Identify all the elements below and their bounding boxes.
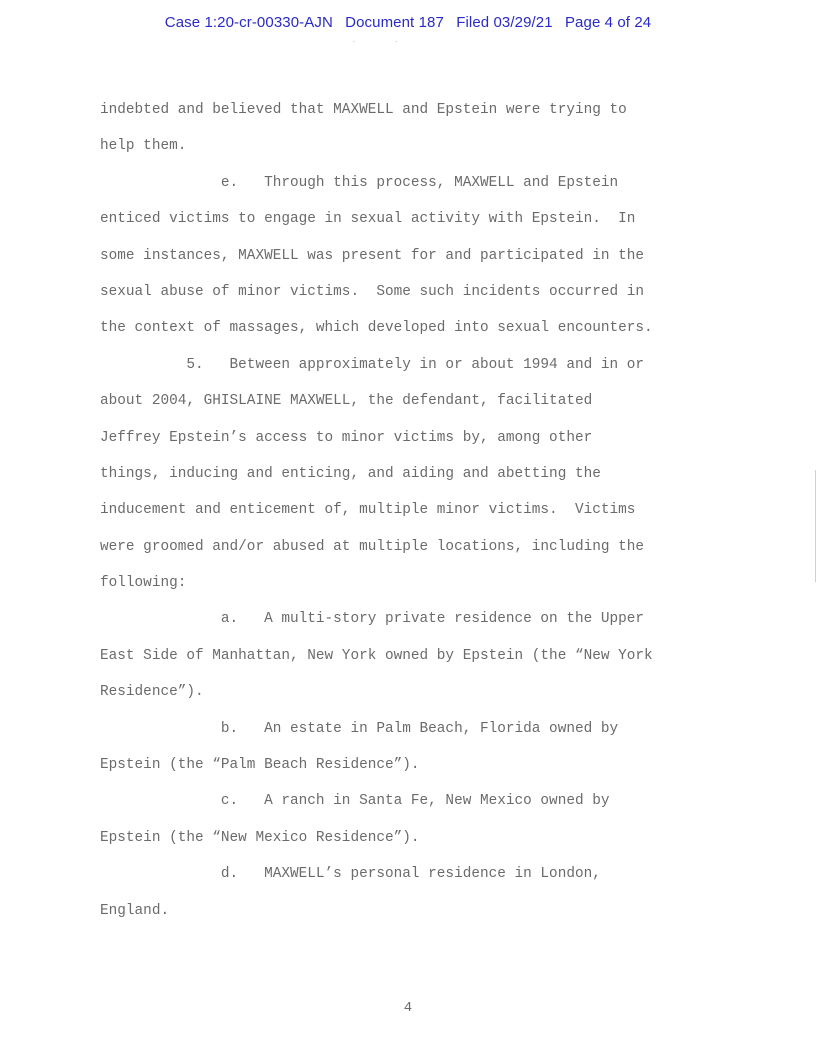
filed-date: Filed 03/29/21 [456, 14, 553, 31]
text-line: the context of massages, which developed into sexual encounters. [100, 320, 653, 337]
document-body [100, 92, 740, 929]
text-line: England. [100, 902, 170, 919]
page-count: Page 4 of 24 [564, 14, 652, 31]
text-line: Epstein (the “New Mexico Residence”). [100, 829, 420, 846]
text-line: following: [100, 575, 187, 592]
scan-specks: · · [352, 38, 399, 46]
text-line: d. MAXWELL’s personal residence in London, [100, 866, 601, 883]
text-line: indebted and believed that MAXWELL and Epstein were trying to [100, 102, 627, 118]
text-line: inducement and enticement of, multiple minor victims. Victims [100, 502, 636, 519]
court-filing-header [0, 14, 816, 31]
text-line: 5. Between approximately in or about 1994 and in or [100, 356, 645, 373]
text-line: things, inducing and enticing, and aiding and abetting the [100, 465, 601, 482]
text-line: sexual abuse of minor victims. Some such incidents occurred in [100, 283, 645, 300]
text-line: Jeffrey Epstein’s access to minor victims by, among other [100, 429, 593, 446]
text-line: b. An estate in Palm Beach, Florida owned by [100, 720, 619, 737]
text-line: some instances, MAXWELL was present for and participated in the [100, 247, 645, 264]
text-line: help them. [100, 138, 187, 155]
text-line: East Side of Manhattan, New York owned by Epstein (the “New York [100, 647, 653, 664]
text-line: enticed victims to engage in sexual activity with Epstein. In [100, 211, 636, 228]
text-line: e. Through this process, MAXWELL and Epstein [100, 174, 619, 191]
text-line: c. A ranch in Santa Fe, New Mexico owned by [100, 793, 610, 810]
text-line: a. A multi-story private residence on the Upper [100, 611, 645, 628]
text-line: were groomed and/or abused at multiple locations, including the [100, 538, 645, 555]
text-line: about 2004, GHISLAINE MAXWELL, the defendant, facilitated [100, 393, 593, 410]
document-number: Document 187 [345, 14, 444, 31]
text-line: Epstein (the “Palm Beach Residence”). [100, 757, 420, 774]
page-number: 4 [403, 1000, 413, 1016]
case-number: Case 1:20-cr-00330-AJN [164, 14, 333, 31]
text-line: Residence”). [100, 684, 204, 701]
